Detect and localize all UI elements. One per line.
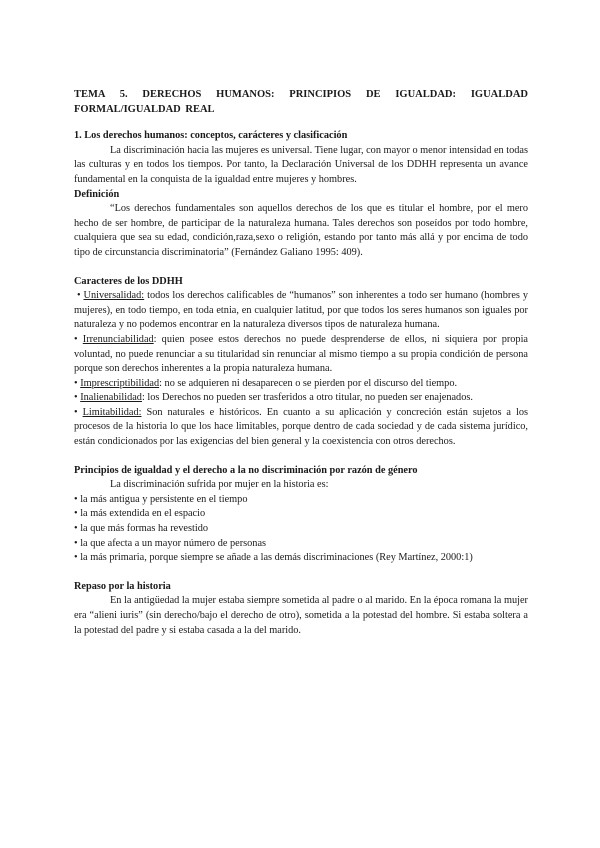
term-limitabilidad: Limitabilidad: — [82, 406, 142, 418]
item-text: todos los derechos calificables de “humanos” son inherentes a todo ser humano (hombres y mujeres), en todo tiempo, en toda etnia, en cualquier latitud, por que todos los seres humanos son iguales por naturaleza y no podemos encontrar en la naturaleza diversos tipos de naturaleza humana. — [74, 290, 528, 331]
list-item — [74, 493, 528, 508]
bullet: • — [74, 406, 78, 418]
list-item-imprescriptibilidad — [74, 377, 528, 392]
definition-paragraph: “Los derechos fundamentales son aquellos derechos de los que es titular el hombre, por el mero hecho de ser hombre, de participar de la naturaleza humana. Tales derechos son poseídos por todo hombre, cualquiera que sea su edad, condición,raza,sexo o religión, estando por tanto más allá y por encima de todo tipo de circunstancia discriminatoria” (Fernández Galiano 1995: 409). — [74, 203, 528, 258]
intro-paragraph: La discriminación hacia las mujeres es universal. Tiene lugar, con mayor o menor intensidad en todas las culturas y en todos los tiempos. Por tanto, la Declaración Universal de los DDHH representa un avance fundamental en la conquista de la igualdad entre mujeres y hombres. — [74, 144, 528, 185]
list-item — [74, 537, 528, 552]
list-item-inalienabilidad — [74, 391, 528, 406]
list-item — [74, 551, 528, 566]
bullet: • — [74, 508, 78, 520]
term-inalienabilidad: Inalienabilidad — [80, 392, 142, 404]
item-text: Son naturales e históricos. En cuanto a su aplicación y concreción están sujetos a los procesos de la historia lo que los hace limitables, porque dentro de cada sociedad y de cada sistema jurídico, están condicionados por las exigencias del bien general y la coexistencia con otros derechos. — [74, 406, 528, 448]
caracteres-heading: Caracteres de los DDHH — [74, 275, 183, 287]
document-content — [74, 88, 528, 638]
bullet: • — [74, 377, 78, 389]
bullet: • — [74, 523, 78, 535]
repaso-heading: Repaso por la historia — [74, 580, 171, 592]
document-title: TEMA 5. DERECHOS HUMANOS: PRINCIPIOS DE IGUALDAD: IGUALDAD FORMAL/IGUALDAD REAL — [74, 89, 528, 115]
bullet: • — [74, 392, 78, 404]
item-text: la más extendida en el espacio — [80, 508, 206, 520]
spacer — [74, 566, 528, 580]
term-imprescriptibilidad: Imprescriptibilidad — [80, 377, 160, 389]
list-item — [74, 522, 528, 537]
bullet: • — [74, 493, 78, 505]
list-item-limitabilidad — [74, 406, 528, 450]
bullet: • — [74, 537, 78, 549]
item-text: la más antigua y persistente en el tiempo — [80, 493, 248, 505]
principios-heading: Principios de igualdad y el derecho a la no discriminación por razón de género — [74, 464, 418, 476]
definition-heading: Definición — [74, 188, 120, 200]
principios-intro: La discriminación sufrida por mujer en la historia es: — [110, 479, 329, 491]
spacer — [74, 261, 528, 275]
list-item-irrenunciabilidad — [74, 333, 528, 377]
term-universalidad: Universalidad: — [83, 290, 145, 302]
spacer — [74, 450, 528, 464]
bullet: • — [76, 290, 81, 302]
item-text: : no se adquieren ni desaparecen o se pierden por el discurso del tiempo. — [159, 377, 458, 389]
list-item-universalidad — [74, 289, 528, 333]
repaso-paragraph: En la antigüedad la mujer estaba siempre sometida al padre o al marido. En la época romana la mujer era “alieni iuris” (sin derecho/bajo el derecho de otro), sometida a la potestad del hombre. Si estaba soltera a la potestad del padre y si estaba casada a la del marido. — [74, 595, 528, 636]
section-heading-conceptos: 1. Los derechos humanos: conceptos, carácteres y clasificación — [74, 130, 348, 142]
item-text: la más primaria, porque siempre se añade a las demás discriminaciones (Rey Martínez, 2000:1) — [80, 552, 473, 564]
bullet: • — [74, 333, 78, 345]
list-item — [74, 507, 528, 522]
term-irrenunciabilidad: Irrenunciabilidad — [82, 333, 154, 345]
item-text: : los Derechos no pueden ser trasferidos a otro titular, no pueden ser enajenados. — [141, 392, 473, 404]
item-text: la que afecta a un mayor número de personas — [80, 537, 267, 549]
item-text: : quien posee estos derechos no puede desprenderse de ellos, ni siquiera por propia voluntad, no puede renunciar a su titularidad sin renunciar al mismo tiempo a su propia condición de persona porque son derechos inherentes a la propia naturaleza humana. — [74, 333, 528, 375]
bullet: • — [74, 552, 78, 564]
item-text: la que más formas ha revestido — [80, 523, 208, 535]
